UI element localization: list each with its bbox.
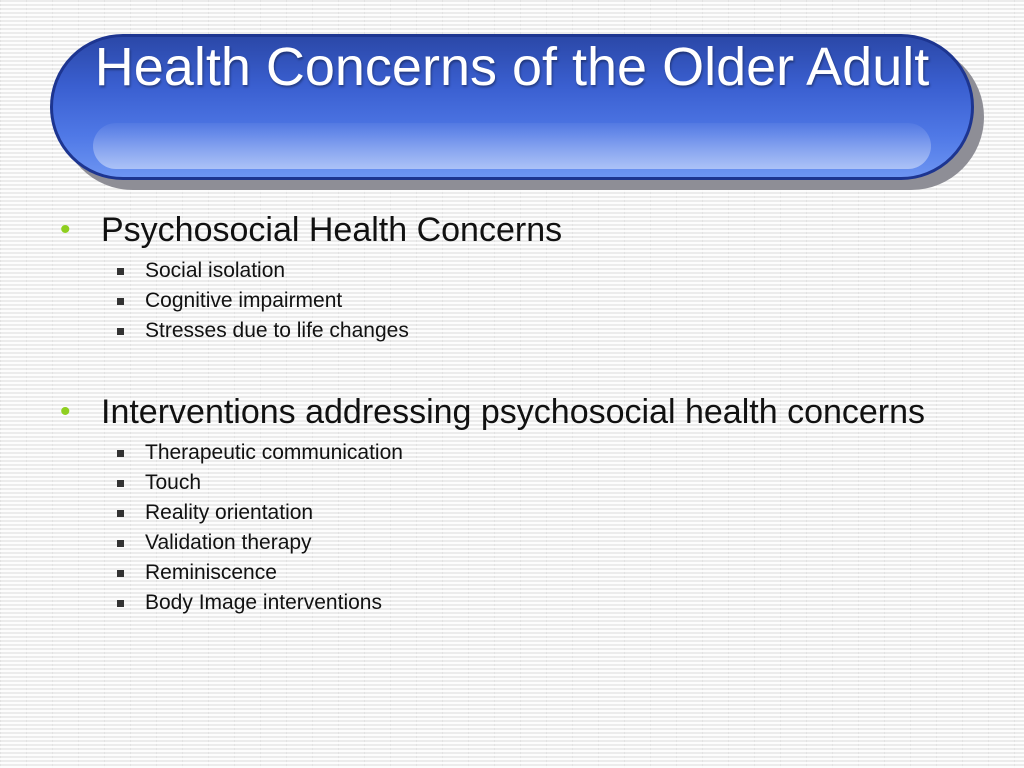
list-item-text: Validation therapy xyxy=(145,531,312,554)
title-banner-gloss xyxy=(93,123,931,169)
bullet-heading: Psychosocial Health Concerns xyxy=(101,211,563,249)
square-bullet-icon xyxy=(117,480,124,487)
list-item xyxy=(60,438,960,468)
list-item-text: Social isolation xyxy=(145,259,286,282)
list-item-text: Reminiscence xyxy=(145,561,277,584)
list-item xyxy=(60,588,960,618)
square-bullet-icon xyxy=(117,510,124,517)
list-item xyxy=(60,468,960,498)
section-spacer xyxy=(60,346,960,392)
dot-bullet-icon: • xyxy=(60,213,71,246)
bullet-interventions xyxy=(60,392,960,432)
sub-list-interventions xyxy=(60,438,960,618)
list-item xyxy=(60,256,960,286)
list-item xyxy=(60,316,960,346)
list-item-text: Body Image interventions xyxy=(145,591,382,614)
bullet-psychosocial-concerns xyxy=(60,210,960,250)
square-bullet-icon xyxy=(117,600,124,607)
dot-bullet-icon: • xyxy=(60,395,71,428)
sub-list-concerns xyxy=(60,256,960,346)
square-bullet-icon xyxy=(117,450,124,457)
square-bullet-icon xyxy=(117,298,124,305)
slide-body xyxy=(60,210,960,618)
list-item xyxy=(60,558,960,588)
list-item-text: Stresses due to life changes xyxy=(145,319,409,342)
list-item-text: Therapeutic communication xyxy=(145,441,403,464)
list-item-text: Reality orientation xyxy=(145,501,314,524)
bullet-heading: Interventions addressing psychosocial health concerns xyxy=(101,393,926,431)
list-item xyxy=(60,498,960,528)
square-bullet-icon xyxy=(117,268,124,275)
slide-title: Health Concerns of the Older Adult xyxy=(94,37,930,97)
square-bullet-icon xyxy=(117,570,124,577)
list-item-text: Touch xyxy=(145,471,202,494)
square-bullet-icon xyxy=(117,328,124,335)
list-item-text: Cognitive impairment xyxy=(145,289,343,312)
list-item xyxy=(60,286,960,316)
square-bullet-icon xyxy=(117,540,124,547)
list-item xyxy=(60,528,960,558)
